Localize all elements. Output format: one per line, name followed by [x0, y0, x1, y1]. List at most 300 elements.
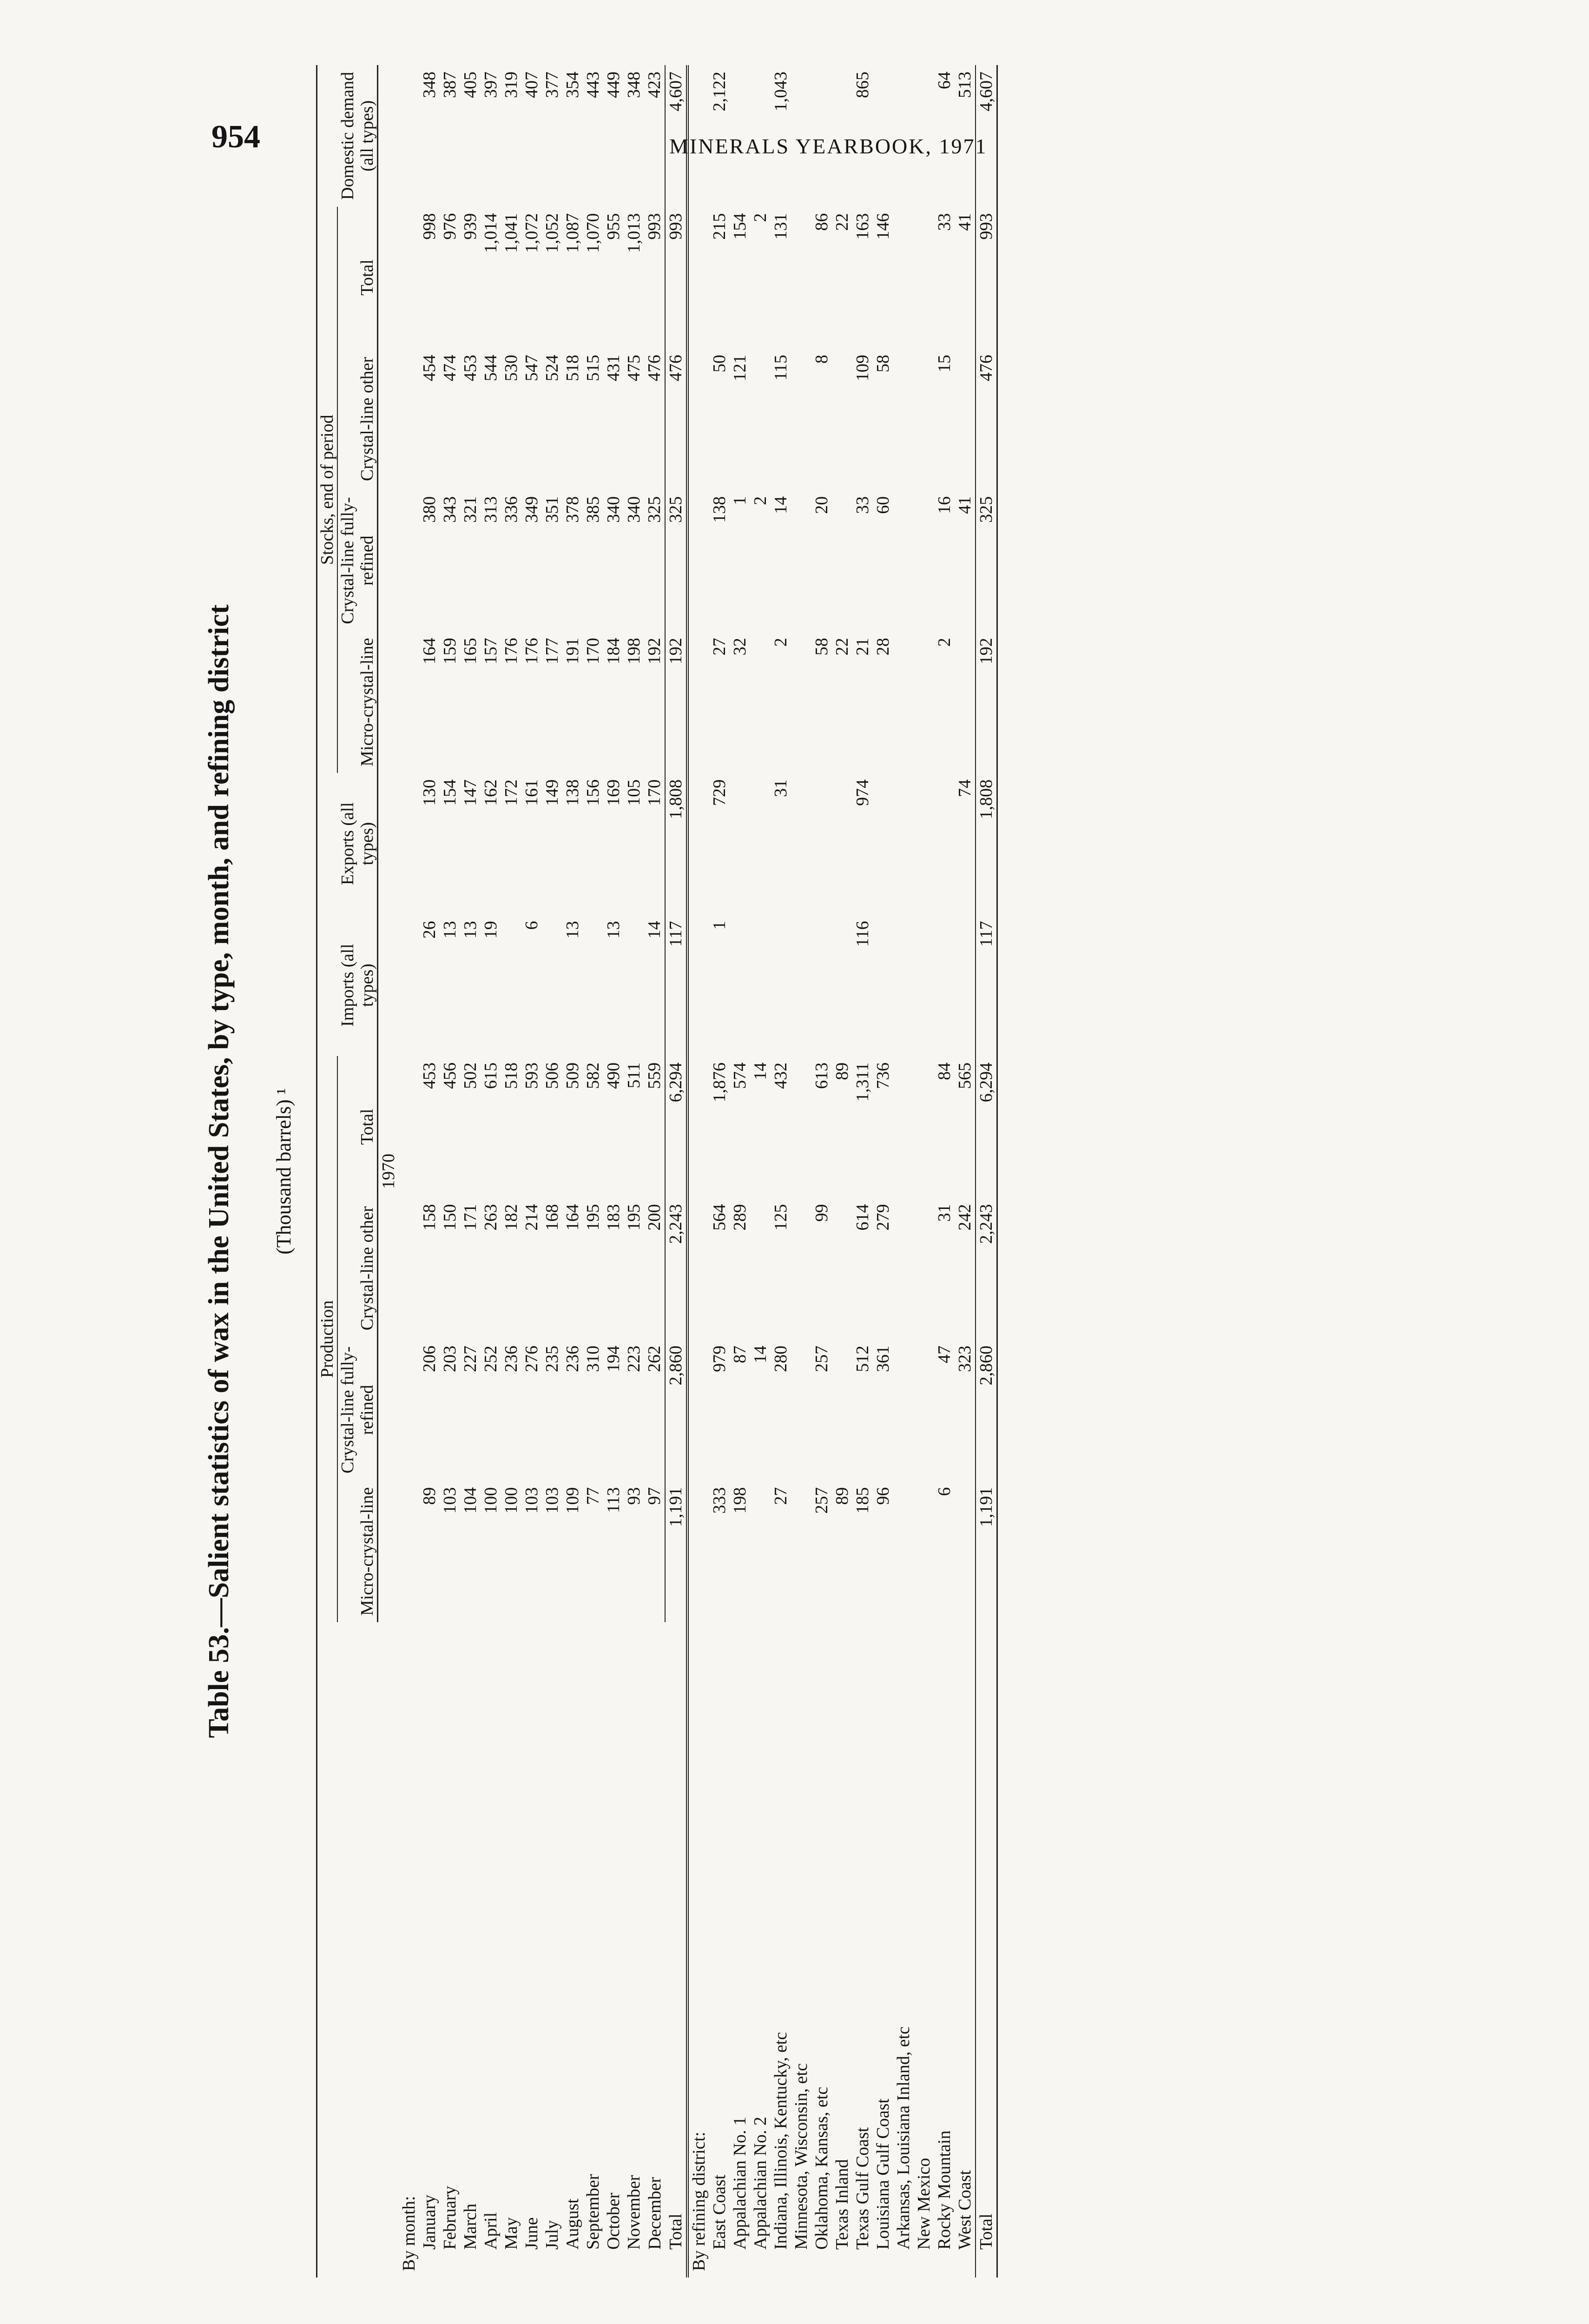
- table-cell: 77: [583, 1487, 603, 1505]
- table-cell: [914, 1197, 934, 1339]
- table-cell: [955, 348, 976, 490]
- row-label: Appalachian No. 2: [751, 2117, 770, 2250]
- table-cell: [730, 914, 750, 1056]
- table-cell: 476: [645, 355, 664, 382]
- row-label: January: [420, 2194, 439, 2250]
- district-row: [709, 65, 730, 2278]
- section-by-district: [687, 65, 709, 2278]
- table-cell: 6,294: [976, 1056, 997, 1198]
- table-cell: 21: [853, 638, 872, 656]
- table-cell: 154: [730, 213, 750, 240]
- table-cell: 955: [604, 213, 623, 240]
- table-cell: 159: [440, 638, 460, 665]
- stocks-fully-header: Crystal-line fully-refined: [337, 490, 378, 632]
- table-cell: [791, 1481, 811, 1623]
- district-total-row: [976, 65, 997, 2278]
- table-cell: 14: [645, 921, 664, 939]
- exports-header: Exports (all types): [317, 773, 378, 915]
- table-cell: 263: [481, 1204, 501, 1231]
- table-cell: [750, 914, 771, 1056]
- table-cell: [750, 773, 771, 915]
- stocks-other-header: Crystal-line other: [337, 348, 378, 490]
- table-cell: 336: [501, 496, 521, 523]
- table-cell: 319: [501, 72, 521, 98]
- table-unit: (Thousand barrels) ¹: [272, 1088, 295, 1254]
- table-cell: 518: [501, 1062, 521, 1089]
- table-cell: 325: [976, 490, 997, 632]
- table-cell: 206: [420, 1346, 439, 1373]
- domestic-demand-header: Domestic demand (all types): [317, 65, 378, 207]
- table-cell: 223: [624, 1346, 644, 1373]
- table-cell: 582: [583, 1062, 603, 1089]
- table-cell: 385: [583, 496, 603, 523]
- row-label: West Coast: [955, 2170, 975, 2250]
- table-cell: 456: [440, 1062, 460, 1089]
- production-other-header: Crystal-line other: [337, 1197, 378, 1339]
- table-cell: 2,860: [976, 1339, 997, 1481]
- table-cell: 354: [563, 72, 582, 98]
- table-cell: 170: [583, 638, 603, 665]
- table-cell: [750, 631, 771, 773]
- table-cell: 1,041: [501, 213, 521, 253]
- table-cell: [873, 914, 893, 1056]
- row-label: July: [542, 2220, 562, 2250]
- table-cell: 163: [853, 213, 872, 240]
- table-cell: 524: [542, 355, 562, 382]
- table-cell: 993: [645, 213, 664, 240]
- table-cell: 348: [420, 72, 439, 98]
- table-cell: 377: [542, 72, 562, 98]
- table-cell: 736: [873, 1062, 893, 1089]
- table-cell: [893, 631, 914, 773]
- stocks-header: Stocks, end of period: [317, 207, 338, 773]
- table-cell: [914, 207, 934, 349]
- row-label: Total: [976, 1622, 997, 2278]
- table-cell: 200: [645, 1204, 664, 1231]
- table-cell: 41: [955, 213, 975, 231]
- table-cell: 325: [645, 496, 664, 523]
- table-cell: 993: [665, 207, 687, 349]
- table-cell: [914, 773, 934, 915]
- table-cell: 380: [420, 496, 439, 523]
- table-cell: 99: [812, 1204, 831, 1222]
- table-cell: 252: [481, 1346, 501, 1373]
- table-cell: [791, 1056, 811, 1198]
- table-cell: 192: [665, 631, 687, 773]
- district-row: [811, 65, 832, 2278]
- row-label: Texas Gulf Coast: [853, 2127, 872, 2250]
- table-cell: 454: [420, 355, 439, 382]
- table-cell: 1,013: [624, 213, 644, 253]
- row-label: Minnesota, Wisconsin, etc: [791, 2063, 811, 2250]
- month-row: [481, 65, 501, 2278]
- table-cell: 50: [710, 355, 729, 373]
- table-cell: 490: [604, 1062, 623, 1089]
- table-cell: 547: [522, 355, 541, 382]
- table-cell: 313: [481, 496, 501, 523]
- table-cell: [914, 348, 934, 490]
- row-label: By month:: [399, 2196, 419, 2271]
- table-cell: 31: [935, 1204, 954, 1222]
- table-cell: 6: [522, 921, 541, 930]
- table-cell: 109: [853, 355, 872, 382]
- table-cell: 8: [812, 355, 831, 364]
- table-cell: 149: [542, 779, 562, 806]
- table-cell: 47: [935, 1346, 954, 1364]
- table-cell: 530: [501, 355, 521, 382]
- table-cell: [914, 1339, 934, 1481]
- table-cell: 195: [583, 1204, 603, 1231]
- table-cell: [832, 65, 852, 207]
- table-cell: 14: [751, 1062, 770, 1080]
- table-cell: [955, 1481, 976, 1623]
- table-cell: 443: [583, 72, 603, 98]
- table-cell: [832, 1339, 852, 1481]
- table-cell: 89: [420, 1487, 439, 1505]
- district-row: [750, 65, 771, 2278]
- table-cell: 593: [522, 1062, 541, 1089]
- table-cell: 340: [624, 496, 644, 523]
- table-cell: 407: [522, 72, 541, 98]
- table-cell: 453: [420, 1062, 439, 1089]
- table-cell: 169: [604, 779, 623, 806]
- row-label: 1970: [379, 1154, 398, 1189]
- table-cell: 103: [542, 1487, 562, 1514]
- table-cell: 171: [461, 1204, 480, 1231]
- table-cell: [914, 914, 934, 1056]
- table-cell: [893, 914, 914, 1056]
- table-cell: 93: [624, 1487, 644, 1505]
- table-cell: 58: [873, 355, 893, 373]
- table-cell: 351: [542, 496, 562, 523]
- table-cell: 164: [563, 1204, 582, 1231]
- table-cell: 405: [461, 72, 480, 98]
- table-cell: 939: [461, 213, 480, 240]
- table-cell: [624, 914, 644, 1056]
- table-cell: 1: [730, 496, 750, 505]
- table-cell: 340: [604, 496, 623, 523]
- table-cell: 349: [522, 496, 541, 523]
- table-cell: 449: [604, 72, 623, 98]
- table-cell: [914, 631, 934, 773]
- table-cell: [750, 1481, 771, 1623]
- table-cell: 2: [751, 496, 770, 505]
- table-cell: 147: [461, 779, 480, 806]
- table-cell: [542, 914, 562, 1056]
- production-total-header: Total: [337, 1056, 378, 1198]
- table-cell: 194: [604, 1346, 623, 1373]
- table-cell: 1,808: [665, 773, 687, 915]
- district-row: [955, 65, 976, 2278]
- table-cell: 165: [461, 638, 480, 665]
- table-cell: 613: [812, 1062, 831, 1089]
- stocks-micro-header: Micro-crystal-line: [337, 631, 378, 773]
- table-cell: 13: [461, 921, 480, 939]
- table-cell: 146: [873, 213, 893, 240]
- table-cell: 198: [624, 638, 644, 665]
- table-cell: 2,122: [710, 72, 729, 112]
- table-cell: [791, 490, 811, 632]
- table-cell: 615: [481, 1062, 501, 1089]
- district-row: [791, 65, 811, 2278]
- table-title: Table 53.—Salient statistics of wax in the United States, by type, month, and refining district: [203, 604, 235, 1738]
- table-cell: 41: [955, 496, 975, 514]
- table-cell: 1,191: [976, 1481, 997, 1623]
- table-cell: 993: [976, 207, 997, 349]
- table-cell: [914, 1481, 934, 1623]
- table-cell: [791, 631, 811, 773]
- table-cell: [832, 490, 852, 632]
- table-cell: [730, 773, 750, 915]
- table-cell: 343: [440, 496, 460, 523]
- table-cell: [832, 773, 852, 915]
- table-cell: 515: [583, 355, 603, 382]
- table-cell: 60: [873, 496, 893, 514]
- table-cell: [832, 1197, 852, 1339]
- table-cell: 475: [624, 355, 644, 382]
- table-cell: 138: [710, 496, 729, 523]
- table-cell: 203: [440, 1346, 460, 1373]
- table-cell: [893, 773, 914, 915]
- stub-header: [317, 1622, 378, 2278]
- table-cell: 502: [461, 1062, 480, 1089]
- table-cell: [791, 1197, 811, 1339]
- table-cell: 131: [771, 213, 791, 240]
- table-cell: 518: [563, 355, 582, 382]
- month-row: [583, 65, 603, 2278]
- table-cell: 431: [604, 355, 623, 382]
- row-label: Indiana, Illinois, Kentucky, etc: [771, 2032, 791, 2250]
- district-row: [730, 65, 750, 2278]
- table-cell: 27: [710, 638, 729, 656]
- production-micro-header: Micro-crystal-line: [337, 1481, 378, 1623]
- table-cell: [583, 914, 603, 1056]
- table-cell: 13: [563, 921, 582, 939]
- table-cell: 156: [583, 779, 603, 806]
- table-cell: 168: [542, 1204, 562, 1231]
- table-cell: 512: [853, 1346, 872, 1373]
- table-cell: [893, 1481, 914, 1623]
- table-cell: 544: [481, 355, 501, 382]
- table-cell: 100: [501, 1487, 521, 1514]
- table-cell: [914, 1056, 934, 1198]
- table-cell: [832, 348, 852, 490]
- table-cell: [934, 914, 955, 1056]
- table-cell: 310: [583, 1346, 603, 1373]
- table-cell: 236: [563, 1346, 582, 1373]
- table-cell: 28: [873, 638, 893, 656]
- table-cell: 511: [624, 1062, 644, 1089]
- running-head: MINERALS YEARBOOK, 1971: [669, 134, 988, 158]
- row-label: Louisiana Gulf Coast: [873, 2098, 893, 2250]
- row-label: November: [624, 2175, 644, 2250]
- table-cell: 74: [955, 779, 975, 797]
- year-row: [378, 65, 399, 2278]
- table-cell: 103: [522, 1487, 541, 1514]
- table-cell: 453: [461, 355, 480, 382]
- month-total-row: [665, 65, 687, 2278]
- table-cell: 257: [812, 1487, 831, 1514]
- table-cell: 1,014: [481, 213, 501, 253]
- table-cell: 89: [832, 1062, 852, 1080]
- table-cell: 257: [812, 1346, 831, 1373]
- rotated-table-block: [202, 65, 1513, 2278]
- table-cell: [791, 1339, 811, 1481]
- table-cell: [791, 65, 811, 207]
- table-cell: 157: [481, 638, 501, 665]
- table-cell: 58: [812, 638, 831, 656]
- month-row: [521, 65, 542, 2278]
- table-cell: [914, 490, 934, 632]
- table-cell: 998: [420, 213, 439, 240]
- table-cell: 109: [563, 1487, 582, 1514]
- table-cell: 423: [645, 72, 664, 98]
- month-row: [603, 65, 624, 2278]
- table-cell: 97: [645, 1487, 664, 1505]
- table-cell: 192: [976, 631, 997, 773]
- table-cell: [811, 65, 832, 207]
- table-cell: 13: [440, 921, 460, 939]
- table-cell: 476: [665, 348, 687, 490]
- table-cell: 198: [730, 1487, 750, 1514]
- table-cell: [750, 65, 771, 207]
- table-cell: 1,808: [976, 773, 997, 915]
- row-label: October: [604, 2192, 623, 2250]
- wax-statistics-table: [316, 65, 998, 2278]
- section-by-month: [399, 65, 419, 2278]
- table-cell: 1,311: [853, 1062, 872, 1102]
- table-cell: 172: [501, 779, 521, 806]
- table-cell: [893, 1339, 914, 1481]
- table-cell: 2,243: [665, 1197, 687, 1339]
- district-row: [852, 65, 873, 2278]
- district-row: [914, 65, 934, 2278]
- table-cell: 182: [501, 1204, 521, 1231]
- table-cell: 2,860: [665, 1339, 687, 1481]
- table-cell: 348: [624, 72, 644, 98]
- table-cell: 116: [853, 921, 872, 947]
- table-cell: 1,072: [522, 213, 541, 253]
- district-row: [832, 65, 852, 2278]
- table-cell: 20: [812, 496, 831, 514]
- table-cell: 113: [604, 1487, 623, 1513]
- table-cell: 361: [873, 1346, 893, 1373]
- table-cell: 474: [440, 355, 460, 382]
- table-cell: 565: [955, 1062, 975, 1089]
- table-cell: 2: [935, 638, 954, 647]
- table-cell: 262: [645, 1346, 664, 1373]
- table-cell: 227: [461, 1346, 480, 1373]
- row-label: June: [522, 2217, 541, 2250]
- month-row: [460, 65, 481, 2278]
- table-cell: [791, 773, 811, 915]
- table-cell: 31: [771, 779, 791, 797]
- table-cell: 574: [730, 1062, 750, 1089]
- table-cell: 509: [563, 1062, 582, 1089]
- table-cell: 170: [645, 779, 664, 806]
- table-cell: 214: [522, 1204, 541, 1231]
- table-cell: 33: [935, 213, 954, 231]
- month-row: [419, 65, 440, 2278]
- table-cell: 14: [751, 1346, 770, 1364]
- table-cell: 387: [440, 72, 460, 98]
- table-cell: 32: [730, 638, 750, 656]
- table-cell: 215: [710, 213, 729, 240]
- table-cell: 177: [542, 638, 562, 665]
- table-cell: 154: [440, 779, 460, 806]
- table-cell: 22: [832, 213, 852, 231]
- table-cell: 513: [955, 72, 975, 98]
- table-cell: 378: [563, 496, 582, 523]
- table-cell: 333: [710, 1487, 729, 1514]
- table-cell: [873, 65, 893, 207]
- table-cell: 2: [751, 213, 770, 222]
- month-row: [562, 65, 583, 2278]
- month-row: [644, 65, 665, 2278]
- district-row: [771, 65, 791, 2278]
- table-cell: 158: [420, 1204, 439, 1231]
- table-cell: 150: [440, 1204, 460, 1231]
- table-cell: [893, 65, 914, 207]
- table-cell: 15: [935, 355, 954, 373]
- table-cell: 22: [832, 638, 852, 656]
- row-label: Oklahoma, Kansas, etc: [812, 2086, 831, 2250]
- row-label: December: [645, 2177, 665, 2250]
- table-cell: 979: [710, 1346, 729, 1373]
- table-cell: 1,052: [542, 213, 562, 253]
- table-cell: 279: [873, 1204, 893, 1231]
- table-cell: [873, 773, 893, 915]
- imports-header: Imports (all types): [317, 914, 378, 1056]
- row-label: Rocky Mountain: [935, 2130, 954, 2250]
- table-cell: 26: [420, 921, 439, 939]
- table-cell: [750, 348, 771, 490]
- table-cell: [791, 914, 811, 1056]
- table-cell: 4,607: [665, 65, 687, 207]
- row-label: April: [481, 2212, 501, 2250]
- row-label: Total: [665, 1622, 687, 2278]
- table-cell: 280: [771, 1346, 791, 1373]
- table-cell: [955, 914, 976, 1056]
- row-label: By refining district:: [689, 2132, 709, 2271]
- table-cell: 184: [604, 638, 623, 665]
- table-cell: 865: [853, 72, 872, 98]
- row-label: New Mexico: [914, 2158, 934, 2250]
- month-row: [440, 65, 460, 2278]
- row-label: September: [583, 2174, 603, 2250]
- table-cell: 729: [710, 779, 729, 806]
- table-cell: 16: [935, 496, 954, 514]
- table-cell: 138: [563, 779, 582, 806]
- table-cell: 89: [832, 1487, 852, 1505]
- stocks-total-header: Total: [337, 207, 378, 349]
- table-cell: 1,070: [583, 213, 603, 253]
- row-label: Appalachian No. 1: [730, 2117, 750, 2250]
- month-row: [542, 65, 562, 2278]
- table-cell: 6: [935, 1487, 954, 1496]
- table-cell: 289: [730, 1204, 750, 1231]
- table-cell: [791, 207, 811, 349]
- table-cell: 476: [976, 348, 997, 490]
- table-cell: 14: [771, 496, 791, 514]
- table-cell: 4,607: [976, 65, 997, 207]
- table-cell: [893, 1056, 914, 1198]
- month-row: [624, 65, 644, 2278]
- production-header: Production: [317, 1056, 338, 1622]
- table-cell: 236: [501, 1346, 521, 1373]
- table-cell: 191: [563, 638, 582, 665]
- table-cell: 13: [604, 921, 623, 939]
